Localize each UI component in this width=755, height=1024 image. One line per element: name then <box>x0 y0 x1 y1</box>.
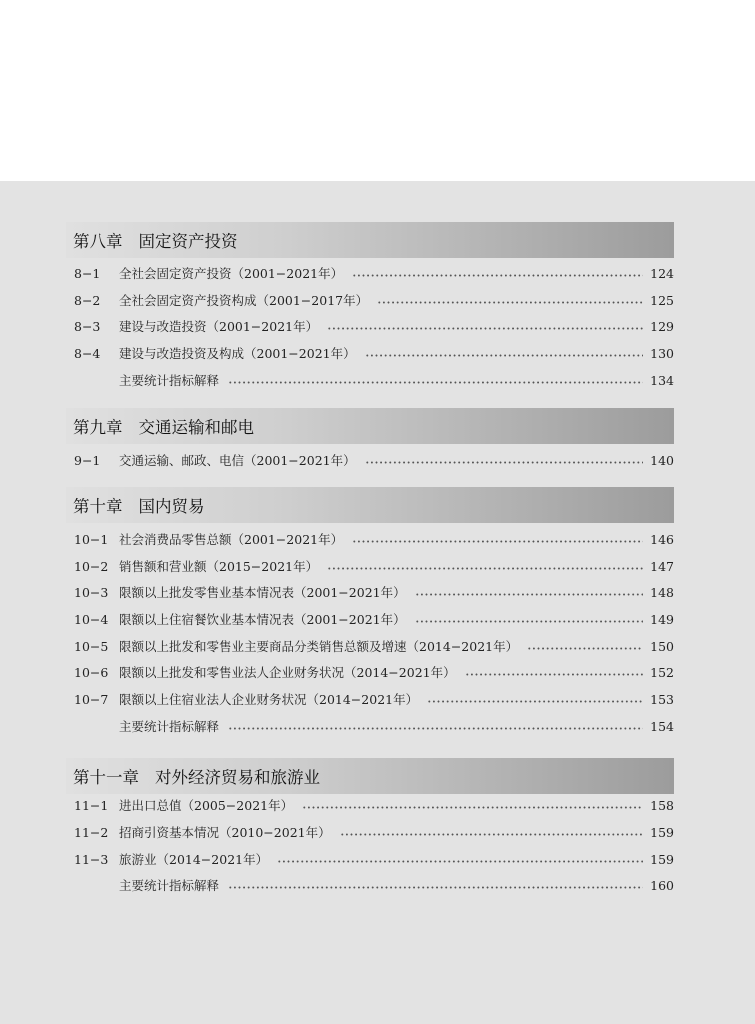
entry-page: 146 <box>650 531 674 547</box>
toc-entry[interactable] <box>74 689 674 709</box>
entry-page: 125 <box>650 292 674 308</box>
dot-leader <box>415 620 643 623</box>
entry-number: 10−2 <box>74 558 109 574</box>
toc-entry[interactable] <box>74 316 674 336</box>
chapter-title: 国内贸易 <box>138 497 205 516</box>
entry-title: 限额以上住宿餐饮业基本情况表（2001−2021年） <box>119 612 406 627</box>
entry-number: 8−4 <box>74 345 101 361</box>
chapter-heading-11 <box>66 758 674 794</box>
entry-page: 129 <box>650 318 674 334</box>
dot-leader <box>415 593 643 596</box>
toc-entry[interactable] <box>74 556 674 576</box>
dot-leader <box>340 833 643 836</box>
entry-page: 140 <box>650 452 674 468</box>
entry-page: 154 <box>650 718 674 734</box>
chapter-number: 第九章 <box>73 418 123 437</box>
entry-page: 147 <box>650 558 674 574</box>
entry-title: 招商引资基本情况（2010−2021年） <box>119 825 331 840</box>
entry-title: 全社会固定资产投资构成（2001−2017年） <box>119 293 369 308</box>
chapter-heading-9 <box>66 408 674 444</box>
entry-page: 130 <box>650 345 674 361</box>
dot-leader <box>365 354 643 357</box>
entry-number: 10−6 <box>74 664 109 680</box>
entry-title: 主要统计指标解释 <box>119 373 220 388</box>
entry-page: 159 <box>650 824 674 840</box>
dot-leader <box>377 301 643 304</box>
toc-entry[interactable] <box>74 636 674 656</box>
toc-entry[interactable] <box>74 662 674 682</box>
dot-leader <box>228 381 643 384</box>
chapter-title: 对外经济贸易和旅游业 <box>155 768 320 787</box>
entry-page: 149 <box>650 611 674 627</box>
entry-page: 150 <box>650 638 674 654</box>
chapter-number: 第八章 <box>73 232 123 251</box>
entry-title: 旅游业（2014−2021年） <box>119 852 269 867</box>
toc-entry[interactable] <box>74 370 674 390</box>
dot-leader <box>327 567 643 570</box>
entry-number: 10−1 <box>74 531 109 547</box>
entry-title: 主要统计指标解释 <box>119 719 220 734</box>
dot-leader <box>352 274 643 277</box>
dot-leader <box>352 540 643 543</box>
chapter-heading-8 <box>66 222 674 258</box>
dot-leader <box>427 700 643 703</box>
dot-leader <box>277 860 643 863</box>
entry-number: 11−2 <box>74 824 109 840</box>
toc-entry[interactable] <box>74 529 674 549</box>
entry-number: 8−1 <box>74 265 101 281</box>
entry-page: 160 <box>650 877 674 893</box>
chapter-number: 第十章 <box>73 497 123 516</box>
entry-title: 社会消费品零售总额（2001−2021年） <box>119 532 344 547</box>
toc-entry[interactable] <box>74 849 674 869</box>
entry-title: 主要统计指标解释 <box>119 878 220 893</box>
entry-page: 148 <box>650 584 674 600</box>
entry-number: 8−2 <box>74 292 101 308</box>
entry-title: 进出口总值（2005−2021年） <box>119 798 294 813</box>
entry-number: 9−1 <box>74 452 101 468</box>
dot-leader <box>365 461 643 464</box>
entry-page: 158 <box>650 797 674 813</box>
entry-number: 10−5 <box>74 638 109 654</box>
toc-entry[interactable] <box>74 263 674 283</box>
entry-page: 124 <box>650 265 674 281</box>
entry-title: 全社会固定资产投资（2001−2021年） <box>119 266 344 281</box>
dot-leader <box>465 673 643 676</box>
dot-leader <box>327 327 643 330</box>
entry-number: 10−3 <box>74 584 109 600</box>
entry-title: 建设与改造投资及构成（2001−2021年） <box>119 346 356 361</box>
toc-entry[interactable] <box>74 795 674 815</box>
entry-page: 153 <box>650 691 674 707</box>
entry-page: 159 <box>650 851 674 867</box>
entry-title: 交通运输、邮政、电信（2001−2021年） <box>119 453 356 468</box>
entry-title: 限额以上住宿业法人企业财务状况（2014−2021年） <box>119 692 419 707</box>
toc-entry[interactable] <box>74 450 674 470</box>
toc-entry[interactable] <box>74 609 674 629</box>
entry-number: 10−7 <box>74 691 109 707</box>
entry-number: 11−1 <box>74 797 109 813</box>
entry-page: 152 <box>650 664 674 680</box>
chapter-title: 交通运输和邮电 <box>138 418 254 437</box>
dot-leader <box>228 727 643 730</box>
entry-title: 限额以上批发和零售业主要商品分类销售总额及增速（2014−2021年） <box>119 639 519 654</box>
dot-leader <box>228 886 643 889</box>
dot-leader <box>527 647 643 650</box>
dot-leader <box>302 806 643 809</box>
chapter-heading-10 <box>66 487 674 523</box>
toc-entry[interactable] <box>74 716 674 736</box>
toc-entry[interactable] <box>74 875 674 895</box>
chapter-title: 固定资产投资 <box>138 232 238 251</box>
entry-title: 建设与改造投资（2001−2021年） <box>119 319 319 334</box>
entry-number: 11−3 <box>74 851 109 867</box>
toc-entry[interactable] <box>74 343 674 363</box>
entry-title: 限额以上批发和零售业法人企业财务状况（2014−2021年） <box>119 665 456 680</box>
chapter-number: 第十一章 <box>73 768 139 787</box>
toc-entry[interactable] <box>74 582 674 602</box>
entry-page: 134 <box>650 372 674 388</box>
toc-entry[interactable] <box>74 822 674 842</box>
entry-title: 限额以上批发零售业基本情况表（2001−2021年） <box>119 585 406 600</box>
toc-entry[interactable] <box>74 290 674 310</box>
entry-number: 8−3 <box>74 318 101 334</box>
entry-title: 销售额和营业额（2015−2021年） <box>119 559 319 574</box>
entry-number: 10−4 <box>74 611 109 627</box>
